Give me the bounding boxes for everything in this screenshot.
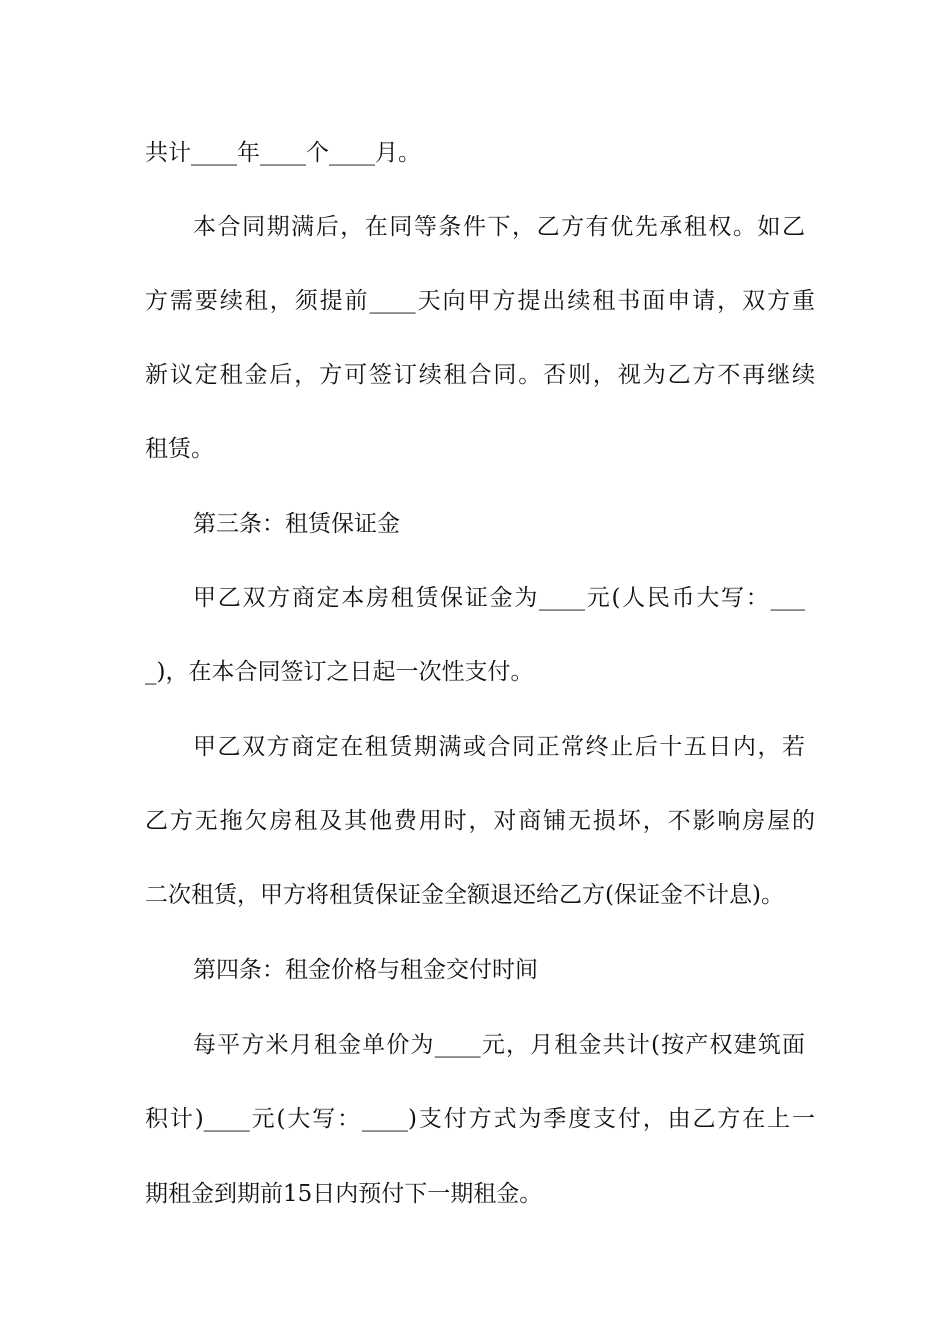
paragraph-line: 乙方无拖欠房租及其他费用时，对商铺无损坏，不影响房屋的 [145, 808, 815, 834]
section-heading: 第四条：租金价格与租金交付时间 [193, 957, 538, 983]
text-line: 共计____年____个____月。 [145, 140, 421, 166]
paragraph-line: 每平方米月租金单价为____元，月租金共计(按产权建筑面 [193, 1032, 805, 1058]
paragraph-line: 方需要续租，须提前____天向甲方提出续租书面申请，双方重 [145, 288, 815, 314]
paragraph-line: 二次租赁，甲方将租赁保证金全额退还给乙方(保证金不计息)。 [145, 882, 784, 908]
paragraph-line: _)，在本合同签订之日起一次性支付。 [145, 659, 534, 685]
paragraph-line: 本合同期满后，在同等条件下，乙方有优先承租权。如乙 [193, 214, 805, 240]
paragraph-line: 积计)____元(大写：____)支付方式为季度支付，由乙方在上一 [145, 1106, 815, 1132]
paragraph-line: 甲乙双方商定本房租赁保证金为____元(人民币大写：___ [193, 585, 805, 611]
paragraph-line: 新议定租金后，方可签订续租合同。否则，视为乙方不再继续 [145, 362, 815, 388]
paragraph-line: 期租金到期前15日内预付下一期租金。 [145, 1181, 543, 1207]
paragraph-line: 甲乙双方商定在租赁期满或合同正常终止后十五日内，若 [193, 734, 805, 760]
paragraph-line: 租赁。 [145, 436, 214, 462]
section-heading: 第三条：租赁保证金 [193, 511, 400, 537]
